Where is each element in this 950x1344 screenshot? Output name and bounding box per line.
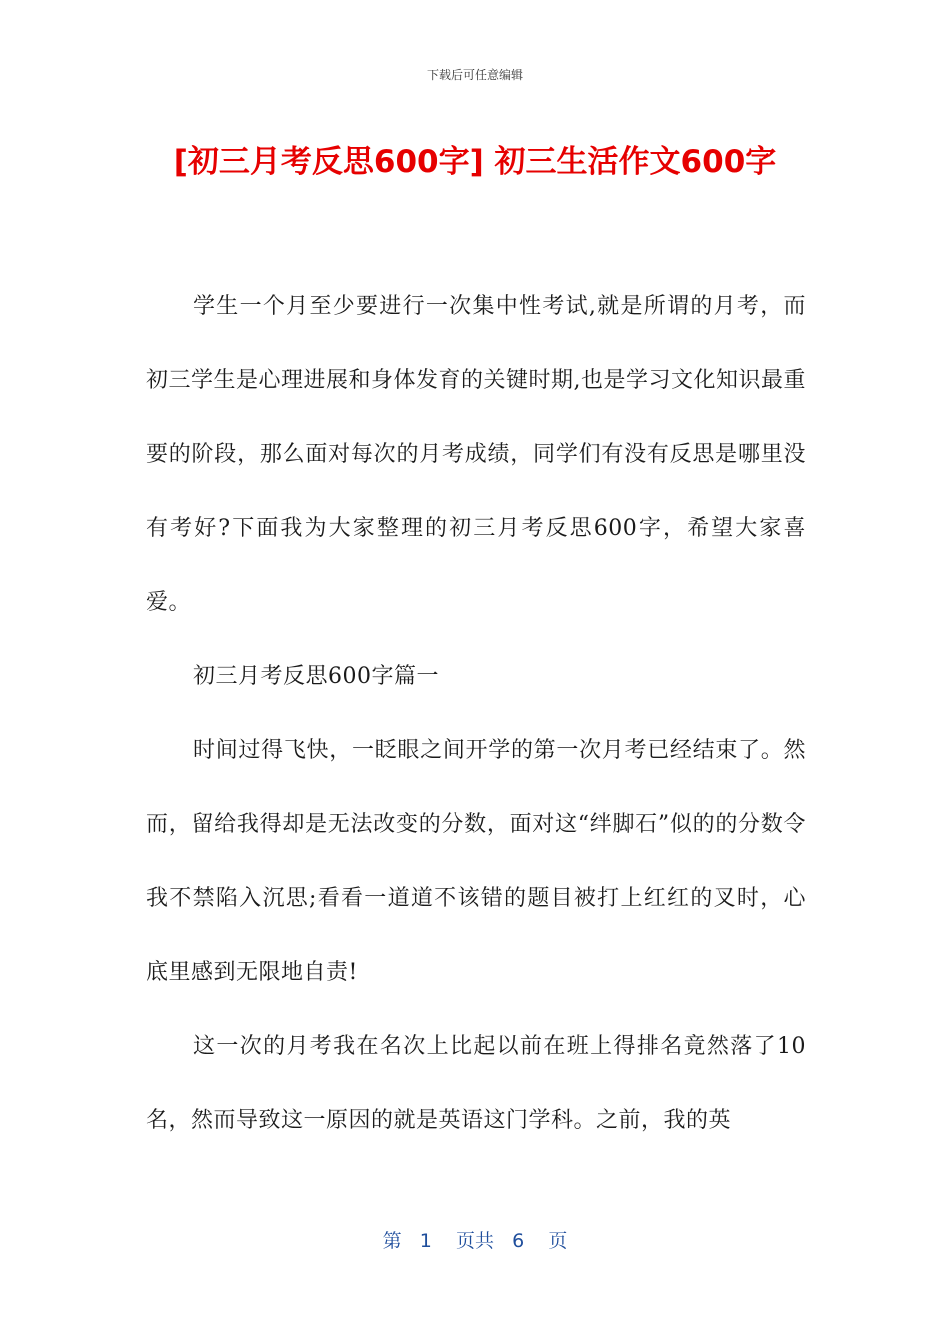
footer-prefix: 第 (382, 1230, 402, 1252)
document-body (146, 270, 806, 1158)
footer-total-pages: 6 (512, 1230, 525, 1252)
page-footer (0, 1226, 950, 1253)
paragraph-intro: 学生一个月至少要进行一次集中性考试,就是所谓的月考，而初三学生是心理进展和身体发育的关键时期,也是学习文化知识最重要的阶段，那么面对每次的月考成绩，同学们有没有反思是哪里没有考好?下面我为大家整理的初三月考反思600字，希望大家喜爱。 (146, 294, 806, 615)
paragraph-essay-1: 时间过得飞快，一眨眼之间开学的第一次月考已经结束了。然而，留给我得却是无法改变的分数，面对这“绊脚石”似的的分数令我不禁陷入沉思;看看一道道不该错的题目被打上红红的叉时，心底里感到无限地自责! (146, 738, 806, 985)
footer-suffix: 页 (548, 1230, 568, 1252)
page-header-note: 下载后可任意编辑 (426, 68, 523, 82)
document-title: [初三月考反思600字] 初三生活作文600字 (173, 144, 777, 180)
paragraph-essay-2: 这一次的月考我在名次上比起以前在班上得排名竟然落了10名，然而导致这一原因的就是英语这门学科。之前，我的英 (146, 1034, 806, 1133)
footer-page-number: 1 (419, 1230, 432, 1252)
footer-middle: 页共 (455, 1230, 494, 1252)
paragraph-section-heading: 初三月考反思600字篇一 (193, 664, 439, 689)
